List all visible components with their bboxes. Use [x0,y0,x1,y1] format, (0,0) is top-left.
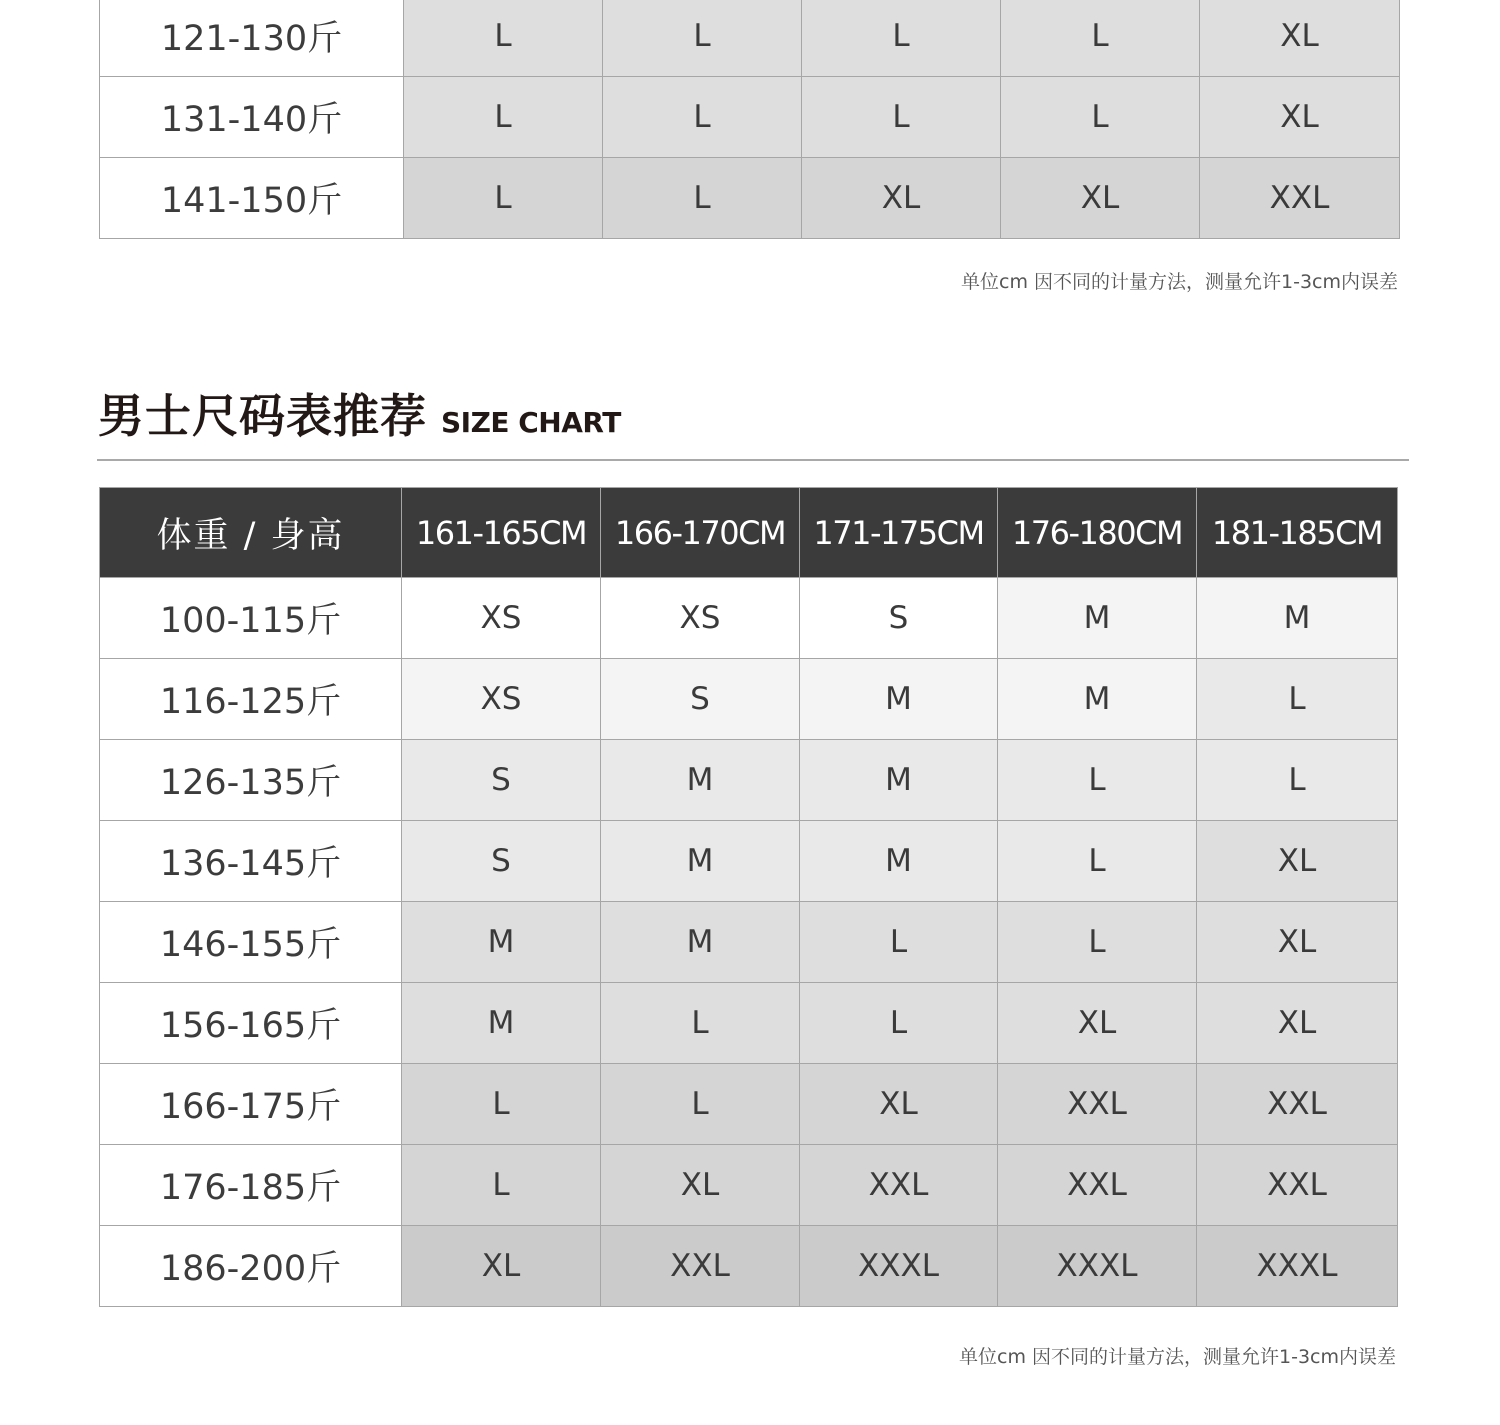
weight-cell: 131-140斤 [100,77,404,158]
size-cell: XXL [1197,1145,1398,1226]
size-cell: L [404,158,603,239]
size-cell: L [603,0,802,77]
weight-cell: 136-145斤 [100,821,402,902]
size-cell: XL [800,1064,998,1145]
size-cell: L [802,0,1001,77]
size-cell: L [998,740,1197,821]
size-cell: M [1197,578,1398,659]
top-unit-note: 单位cm 因不同的计量方法，测量允许1-3cm内误差 [961,271,1398,293]
table-row [100,1226,1398,1307]
size-cell: XL [1197,821,1398,902]
size-cell: S [601,659,800,740]
table-row [100,659,1398,740]
table-row [100,77,1400,158]
height-header: 161-165CM [402,488,601,578]
size-cell: XL [1197,902,1398,983]
height-header: 171-175CM [800,488,998,578]
table-row [100,578,1398,659]
size-cell: XL [601,1145,800,1226]
size-cell: XL [1197,983,1398,1064]
table-row [100,1064,1398,1145]
size-cell: XXL [1197,1064,1398,1145]
table-row [100,158,1400,239]
size-cell: M [601,740,800,821]
size-cell: L [1001,77,1200,158]
size-cell: L [402,1064,601,1145]
weight-cell: 156-165斤 [100,983,402,1064]
size-cell: L [800,983,998,1064]
height-header: 181-185CM [1197,488,1398,578]
size-cell: M [800,740,998,821]
size-cell: XL [1200,0,1400,77]
size-cell: L [402,1145,601,1226]
weight-cell: 146-155斤 [100,902,402,983]
size-cell: M [402,983,601,1064]
weight-cell: 166-175斤 [100,1064,402,1145]
size-cell: XL [802,158,1001,239]
size-cell: XL [1200,77,1400,158]
size-cell: S [402,821,601,902]
size-cell: XXL [998,1145,1197,1226]
size-cell: XL [1001,158,1200,239]
table-row [100,0,1400,77]
men-size-table [99,487,1398,1307]
size-cell: L [1197,659,1398,740]
weight-cell: 121-130斤 [100,0,404,77]
size-cell: L [601,983,800,1064]
weight-cell: 176-185斤 [100,1145,402,1226]
size-cell: XS [601,578,800,659]
size-cell: S [800,578,998,659]
size-cell: XXL [601,1226,800,1307]
size-cell: L [998,821,1197,902]
size-cell: M [800,659,998,740]
size-cell: L [802,77,1001,158]
size-cell: M [998,578,1197,659]
size-cell: XL [998,983,1197,1064]
corner-header: 体重 / 身高 [100,488,402,578]
size-cell: XXL [800,1145,998,1226]
weight-cell: 186-200斤 [100,1226,402,1307]
men-unit-note: 单位cm 因不同的计量方法，测量允许1-3cm内误差 [959,1346,1396,1368]
size-cell: L [603,158,802,239]
size-cell: L [800,902,998,983]
size-cell: XXL [1200,158,1400,239]
weight-cell: 126-135斤 [100,740,402,821]
title-english: SIZE CHART [441,406,621,439]
table-row [100,983,1398,1064]
size-cell: M [601,902,800,983]
table-row [100,902,1398,983]
size-cell: L [603,77,802,158]
table-row [100,821,1398,902]
top-size-table [99,0,1400,239]
size-cell: L [601,1064,800,1145]
size-cell: L [998,902,1197,983]
weight-cell: 141-150斤 [100,158,404,239]
size-cell: XS [402,659,601,740]
section-title [98,380,621,446]
size-cell: XS [402,578,601,659]
size-cell: M [402,902,601,983]
size-cell: L [404,77,603,158]
height-header: 166-170CM [601,488,800,578]
size-cell: M [998,659,1197,740]
size-cell: M [601,821,800,902]
title-divider [97,459,1409,461]
height-header: 176-180CM [998,488,1197,578]
size-cell: XL [402,1226,601,1307]
table-row [100,740,1398,821]
size-cell: L [404,0,603,77]
header-row [100,488,1398,578]
weight-cell: 100-115斤 [100,578,402,659]
size-cell: S [402,740,601,821]
size-cell: XXXL [800,1226,998,1307]
size-cell: XXXL [998,1226,1197,1307]
size-cell: XXXL [1197,1226,1398,1307]
size-cell: L [1197,740,1398,821]
table-row [100,1145,1398,1226]
size-cell: M [800,821,998,902]
title-chinese: 男士尺码表推荐 [98,389,427,443]
weight-cell: 116-125斤 [100,659,402,740]
size-cell: L [1001,0,1200,77]
size-cell: XXL [998,1064,1197,1145]
